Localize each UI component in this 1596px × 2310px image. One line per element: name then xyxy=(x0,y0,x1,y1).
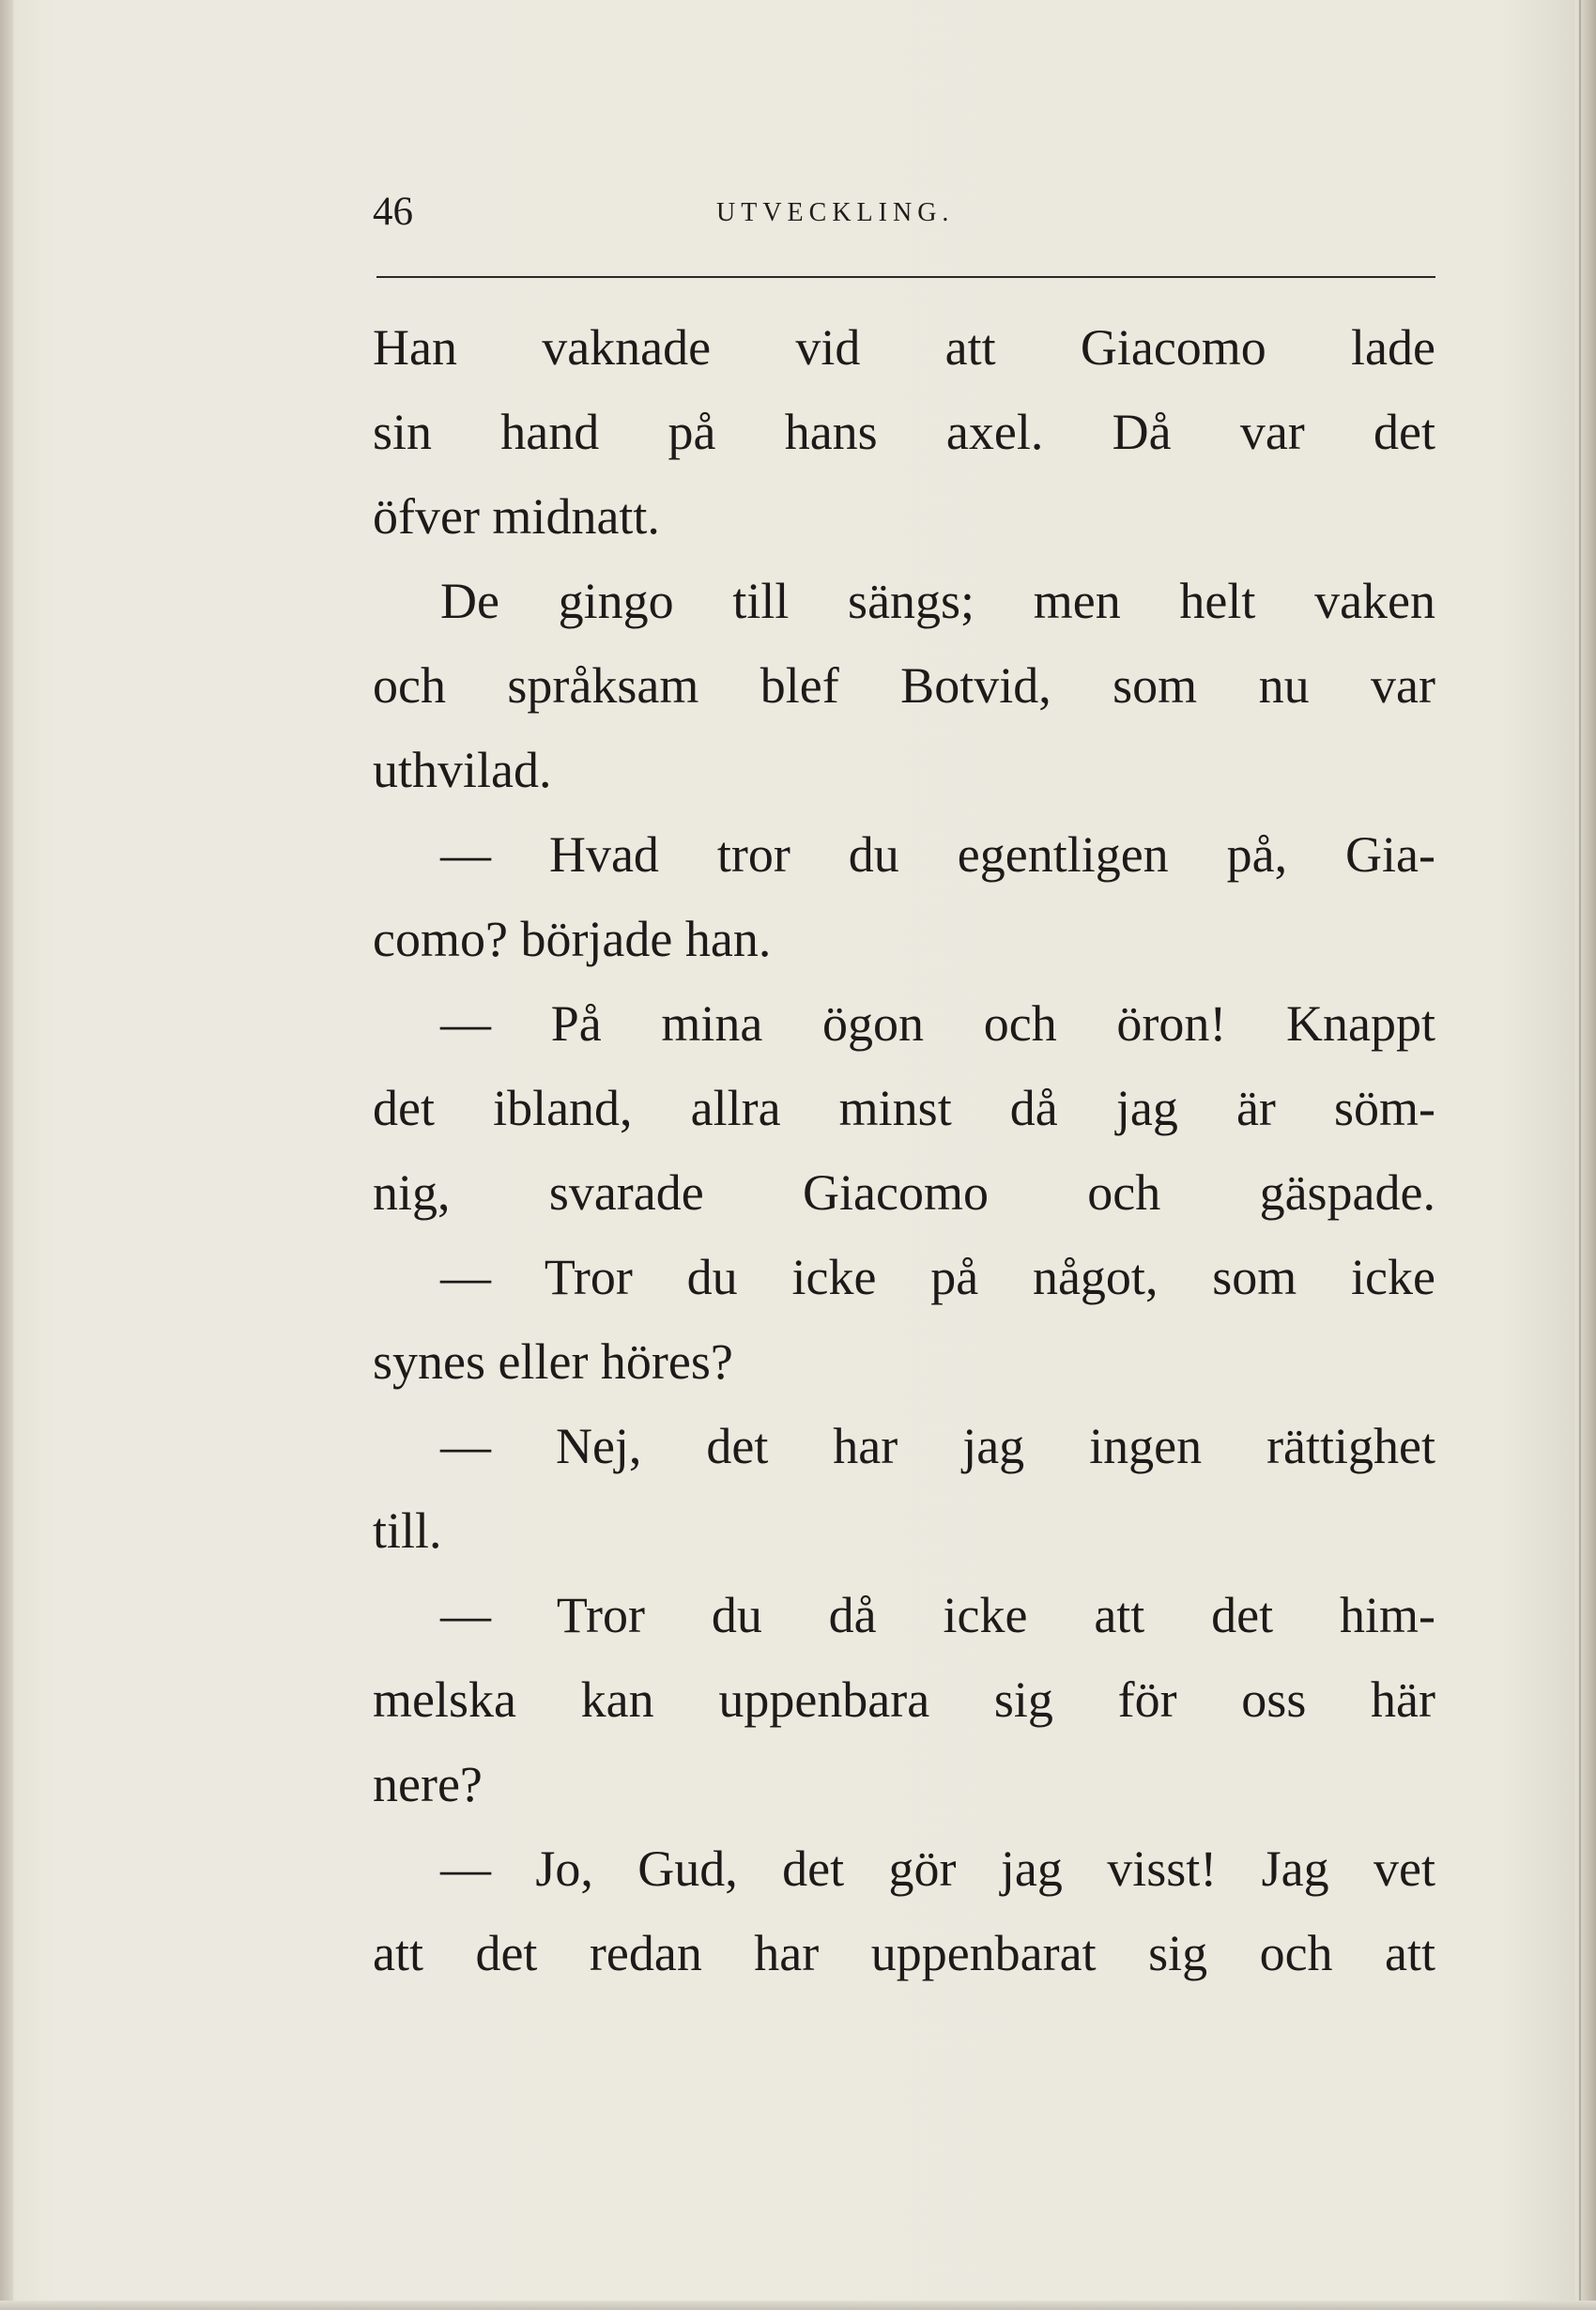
text-line: — Nej, det har jag ingen rättighet xyxy=(440,1418,1435,1474)
text-line: — Tror du icke på något, som icke xyxy=(440,1249,1435,1305)
text-line: De gingo till sängs; men helt vaken xyxy=(440,573,1435,629)
text-line: — Tror du då icke att det him- xyxy=(440,1587,1435,1643)
text-line: och språksam blef Botvid, som nu var xyxy=(373,657,1435,714)
page-bottom-edge xyxy=(0,2301,1596,2310)
text-line: öfver midnatt. xyxy=(373,488,660,545)
text-line: nere? xyxy=(373,1756,483,1812)
page-number: 46 xyxy=(373,190,413,234)
text-line: como? började han. xyxy=(373,911,772,967)
text-line: sin hand på hans axel. Då var det xyxy=(373,404,1435,460)
text-line: det ibland, allra minst då jag är söm- xyxy=(373,1080,1435,1136)
text-line: — Jo, Gud, det gör jag visst! Jag vet xyxy=(440,1840,1435,1897)
text-line: uthvilad. xyxy=(373,742,552,798)
text-line: — Hvad tror du egentligen på, Gia- xyxy=(440,826,1435,883)
text-line: nig, svarade Giacomo och gäspade. xyxy=(373,1164,1435,1221)
text-line: att det redan har uppenbarat sig och att xyxy=(373,1925,1435,1981)
page-fold-line xyxy=(1579,0,1581,2310)
text-line: melska kan uppenbara sig för oss här xyxy=(373,1671,1435,1728)
header-rule xyxy=(376,276,1435,278)
text-line: synes eller höres? xyxy=(373,1333,733,1390)
text-line: till. xyxy=(373,1502,442,1559)
running-title: UTVECKLING. xyxy=(716,198,955,227)
text-line: — På mina ögon och öron! Knappt xyxy=(440,995,1435,1052)
page-header xyxy=(373,184,1435,240)
page-left-edge xyxy=(0,0,13,2310)
text-line: Han vaknade vid att Giacomo lade xyxy=(373,319,1435,376)
